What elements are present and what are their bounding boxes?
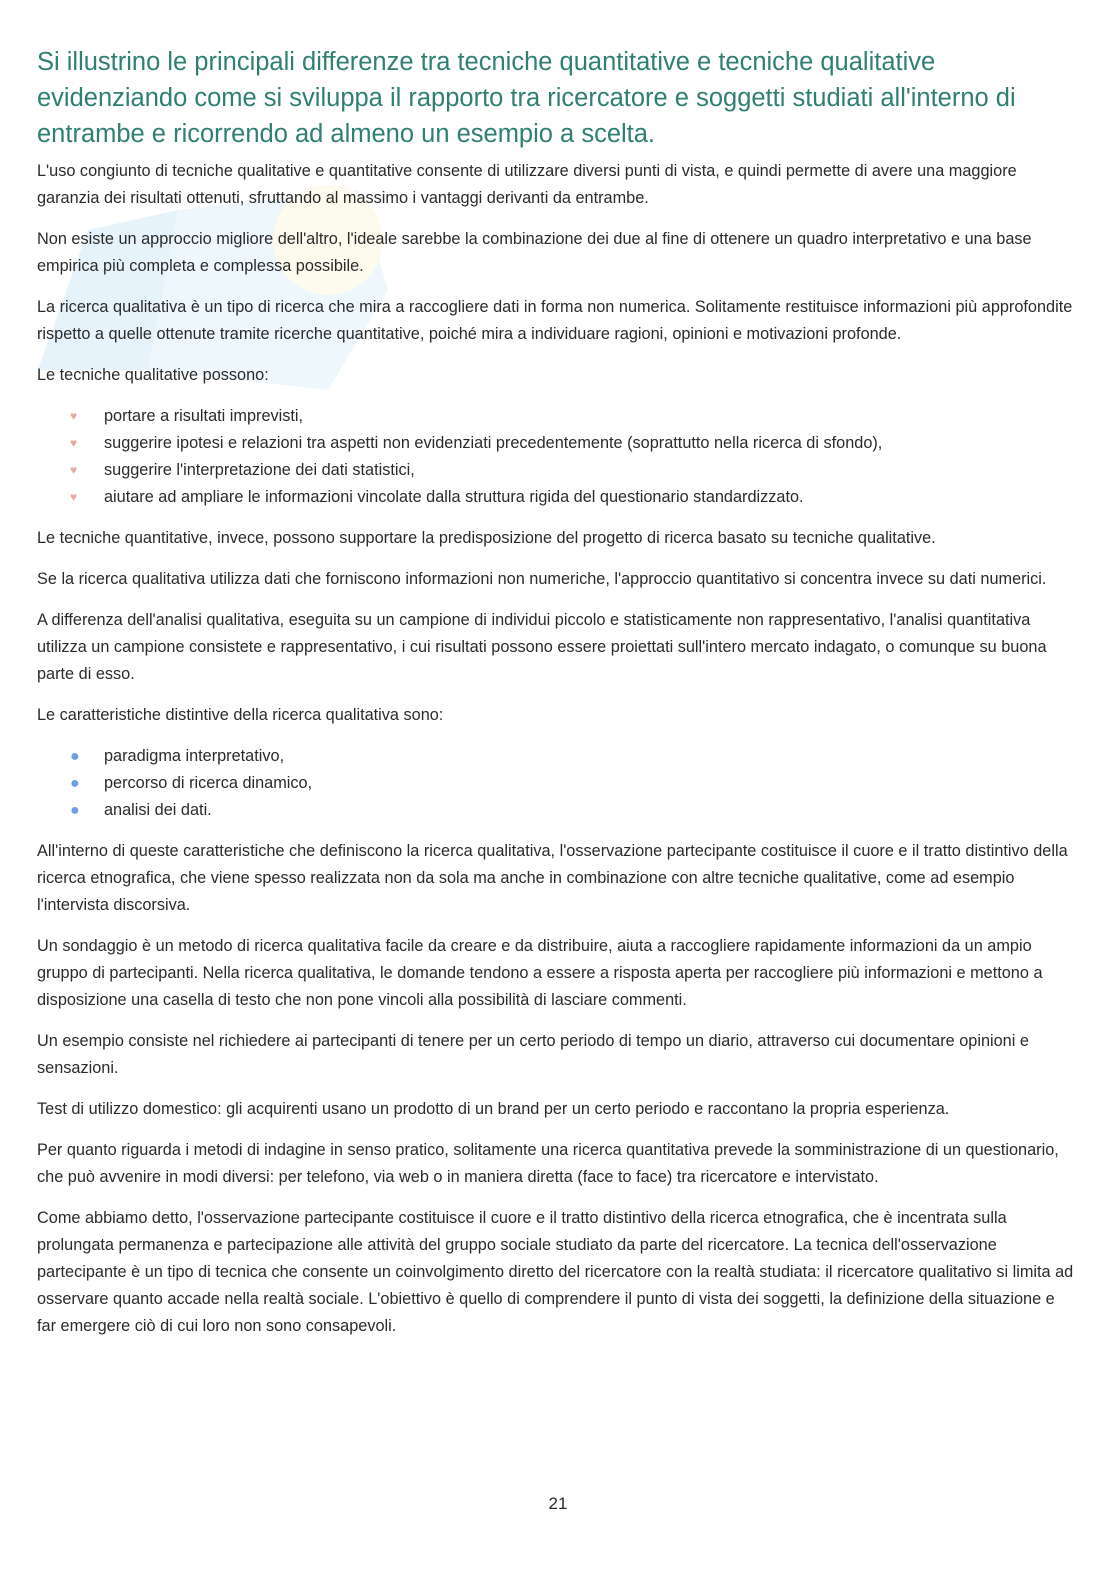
heart-bullet-icon: ♥: [70, 490, 78, 504]
paragraph-1: L'uso congiunto di tecniche qualitative e quantitative consente di utilizzare diversi punti di vista, e quindi permette di avere una maggiore garanzia dei risultati ottenuti, sfruttando al massimo i vantaggi derivanti da entrambe.: [37, 162, 1017, 207]
paragraph-12: Test di utilizzo domestico: gli acquirenti usano un prodotto di un brand per un certo periodo e raccontano la propria esperienza.: [37, 1100, 950, 1118]
dot-bullet-icon: ●: [70, 775, 80, 792]
heart-bullet-icon: ♥: [70, 409, 78, 423]
paragraph-13: Per quanto riguarda i metodi di indagine in senso pratico, solitamente una ricerca quantitativa prevede la somministrazione di un questionario, che può avvenire in modi diversi: per telefono, via web o in maniera diretta (face to face) tra ricercatore e intervistato.: [37, 1141, 1059, 1186]
paragraph-4: Le tecniche qualitative possono:: [37, 366, 269, 384]
paragraph-9: All'interno di queste caratteristiche che definiscono la ricerca qualitativa, l'osservazione partecipante costituisce il cuore e il tratto distintivo della ricerca etnografica, che viene spesso realizzata non da sola ma anche in combinazione con altre tecniche qualitative, come ad esempio l'intervista discorsiva.: [37, 842, 1068, 914]
heart-bullet-icon: ♥: [70, 463, 78, 477]
list-item: [70, 770, 1077, 797]
list-item-text: paradigma interpretativo,: [104, 747, 285, 765]
list-item-text: suggerire l'interpretazione dei dati statistici,: [104, 461, 415, 479]
page-number: 21: [548, 1494, 568, 1513]
list-item-text: percorso di ricerca dinamico,: [104, 774, 313, 792]
paragraph-6: Se la ricerca qualitativa utilizza dati che forniscono informazioni non numeriche, l'approccio quantitativo si concentra invece su dati numerici.: [37, 570, 1047, 588]
list-item-text: suggerire ipotesi e relazioni tra aspetti non evidenziati precedentemente (soprattutto nella ricerca di sfondo),: [104, 434, 883, 452]
paragraph-10: Un sondaggio è un metodo di ricerca qualitativa facile da creare e da distribuire, aiuta a raccogliere rapidamente informazioni da un ampio gruppo di partecipanti. Nella ricerca qualitativa, le domande tendono a essere a risposta aperta per raccogliere più informazioni e mettono a disposizione una casella di testo che non pone vincoli alla possibilità di lasciare commenti.: [37, 937, 1043, 1009]
document-page: [37, 44, 1077, 1354]
dot-bullet-icon: ●: [70, 802, 80, 819]
list-item-text: analisi dei dati.: [104, 801, 212, 819]
document-heading: Si illustrino le principali differenze tra tecniche quantitative e tecniche qualitative evidenziando come si sviluppa il rapporto tra ricercatore e soggetti studiati all'interno di entrambe e ricorrendo ad almeno un esempio a scelta.: [37, 48, 1016, 148]
characteristics-list: [37, 743, 1077, 824]
paragraph-3: La ricerca qualitativa è un tipo di ricerca che mira a raccogliere dati in forma non numerica. Solitamente restituisce informazioni più approfondite rispetto a quelle ottenute tramite ricerche quantitative, poiché mira a individuare ragioni, opinioni e motivazioni profonde.: [37, 298, 1073, 343]
paragraph-8: Le caratteristiche distintive della ricerca qualitativa sono:: [37, 706, 444, 724]
list-item-text: portare a risultati imprevisti,: [104, 407, 304, 425]
list-item: [70, 403, 1077, 430]
list-item: [70, 484, 1077, 511]
paragraph-2: Non esiste un approccio migliore dell'altro, l'ideale sarebbe la combinazione dei due al fine di ottenere un quadro interpretativo e una base empirica più completa e complessa possibile.: [37, 230, 1032, 275]
heart-bullet-icon: ♥: [70, 436, 78, 450]
list-item: [70, 797, 1077, 824]
paragraph-14: Come abbiamo detto, l'osservazione partecipante costituisce il cuore e il tratto distintivo della ricerca etnografica, che è incentrata sulla prolungata permanenza e partecipazione alle attività del gruppo sociale studiato da parte del ricercatore. La tecnica dell'osservazione partecipante è un tipo di tecnica che consente un coinvolgimento diretto del ricercatore con la realtà studiata: il ricercatore qualitativo si limita ad osservare quanto accade nella realtà sociale. L'obiettivo è quello di comprendere il punto di vista dei soggetti, la definizione della situazione e far emergere ciò di cui loro non sono consapevoli.: [37, 1209, 1074, 1335]
qualitative-techniques-list: [37, 403, 1077, 511]
list-item: [70, 430, 1077, 457]
paragraph-7: A differenza dell'analisi qualitativa, eseguita su un campione di individui piccolo e statisticamente non rappresentativo, l'analisi quantitativa utilizza un campione consistete e rappresentativo, i cui risultati possono essere proiettati sull'intero mercato indagato, o comunque su buona parte di esso.: [37, 611, 1047, 683]
list-item: [70, 457, 1077, 484]
list-item-text: aiutare ad ampliare le informazioni vincolate dalla struttura rigida del questionario standardizzato.: [104, 488, 804, 506]
dot-bullet-icon: ●: [70, 748, 80, 765]
list-item: [70, 743, 1077, 770]
paragraph-5: Le tecniche quantitative, invece, possono supportare la predisposizione del progetto di ricerca basato su tecniche qualitative.: [37, 529, 936, 547]
paragraph-11: Un esempio consiste nel richiedere ai partecipanti di tenere per un certo periodo di tempo un diario, attraverso cui documentare opinioni e sensazioni.: [37, 1032, 1029, 1077]
